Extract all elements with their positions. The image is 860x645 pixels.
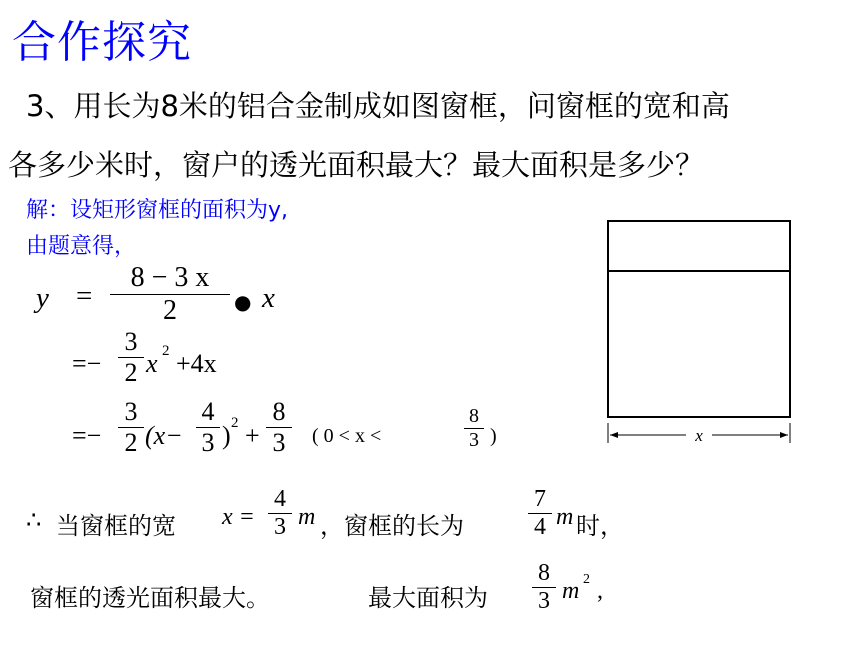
- fraction-denominator: 3: [538, 588, 550, 614]
- row3-paren-open: (x−: [145, 421, 183, 450]
- fraction-numerator: 8: [469, 405, 479, 427]
- dimension-arrow-right: [780, 432, 788, 438]
- fraction-8-minus-3x-over-2: [110, 262, 230, 327]
- problem-line-1: 3、用长为8米的铝合金制成如图窗框，问窗框的宽和高: [26, 89, 730, 123]
- fraction-8-over-3: [266, 397, 292, 458]
- fraction-denominator: 3: [274, 514, 286, 540]
- formula-x: x: [262, 282, 275, 314]
- area-unit-exponent: 2: [583, 572, 590, 587]
- fraction-numerator: 4: [201, 397, 215, 426]
- window-outer-frame: [608, 221, 790, 417]
- conclusion-text-3: 窗框的透光面积最大。: [30, 584, 270, 612]
- conclusion-text-4: 最大面积为: [368, 584, 488, 612]
- fraction-8-over-3-max: [532, 560, 556, 615]
- fraction-numerator: 3: [124, 327, 138, 356]
- formula-equals: =: [76, 280, 93, 312]
- fraction-denominator: 3: [272, 428, 286, 457]
- window-frame-diagram: [600, 215, 800, 450]
- fraction-7-over-4: [528, 486, 552, 541]
- row3-paren-close: ): [222, 421, 231, 450]
- conclusion-x-equals: x =: [222, 504, 255, 530]
- fraction-numerator: 4: [274, 486, 286, 512]
- fraction-4-over-3: [196, 397, 220, 458]
- domain-close: ): [490, 425, 497, 447]
- fraction-3-over-2: [118, 327, 144, 388]
- fraction-4-over-3-answer: [268, 486, 292, 541]
- fraction-denominator: 4: [534, 514, 546, 540]
- row3-exponent: 2: [231, 415, 239, 431]
- fraction-denominator: 2: [163, 295, 177, 326]
- page-title: 合作探究: [12, 17, 192, 68]
- unit-meter: m: [298, 504, 316, 530]
- domain-open: ( 0 < x <: [312, 425, 382, 447]
- multiply-dot: ●: [234, 290, 252, 314]
- conclusion-shi: 时，: [576, 512, 624, 540]
- solution-line-1: 解：设矩形窗框的面积为y,: [26, 198, 289, 223]
- conclusion-text-2: ，窗框的长为: [320, 512, 464, 540]
- unit-meter-2: m: [556, 504, 574, 530]
- row3-plus: +: [245, 421, 260, 450]
- fraction-denominator: 2: [124, 358, 138, 387]
- fraction-denominator: 2: [124, 428, 138, 457]
- fraction-numerator: 8 − 3 x: [130, 262, 210, 293]
- row2-plus-4x: +4x: [176, 349, 217, 378]
- fraction-3-over-2-row3: [118, 397, 144, 458]
- row3-prefix: =−: [72, 421, 102, 450]
- solution-line-2: 由题意得，: [26, 234, 137, 259]
- fraction-numerator: 8: [538, 560, 550, 586]
- fraction-numerator: 8: [272, 397, 286, 426]
- fraction-denominator: 3: [469, 429, 479, 451]
- conclusion-text-1: 当窗框的宽: [56, 512, 176, 540]
- width-label-x: x: [695, 426, 703, 445]
- row2-exponent: 2: [162, 343, 170, 359]
- area-comma: ,: [597, 578, 603, 604]
- dimension-arrow-left: [610, 432, 618, 438]
- fraction-numerator: 7: [534, 486, 546, 512]
- row2-prefix: =−: [72, 349, 102, 378]
- fraction-numerator: 3: [124, 397, 138, 426]
- therefore-symbol: ∴: [26, 506, 42, 534]
- row2-x: x: [146, 349, 158, 378]
- area-unit-m: m: [562, 578, 580, 604]
- formula-y: y: [36, 282, 49, 314]
- fraction-denominator: 3: [201, 428, 215, 457]
- problem-line-2: 各多少米时，窗户的透光面积最大？最大面积是多少？: [8, 148, 705, 182]
- fraction-8-over-3-domain: [464, 405, 484, 452]
